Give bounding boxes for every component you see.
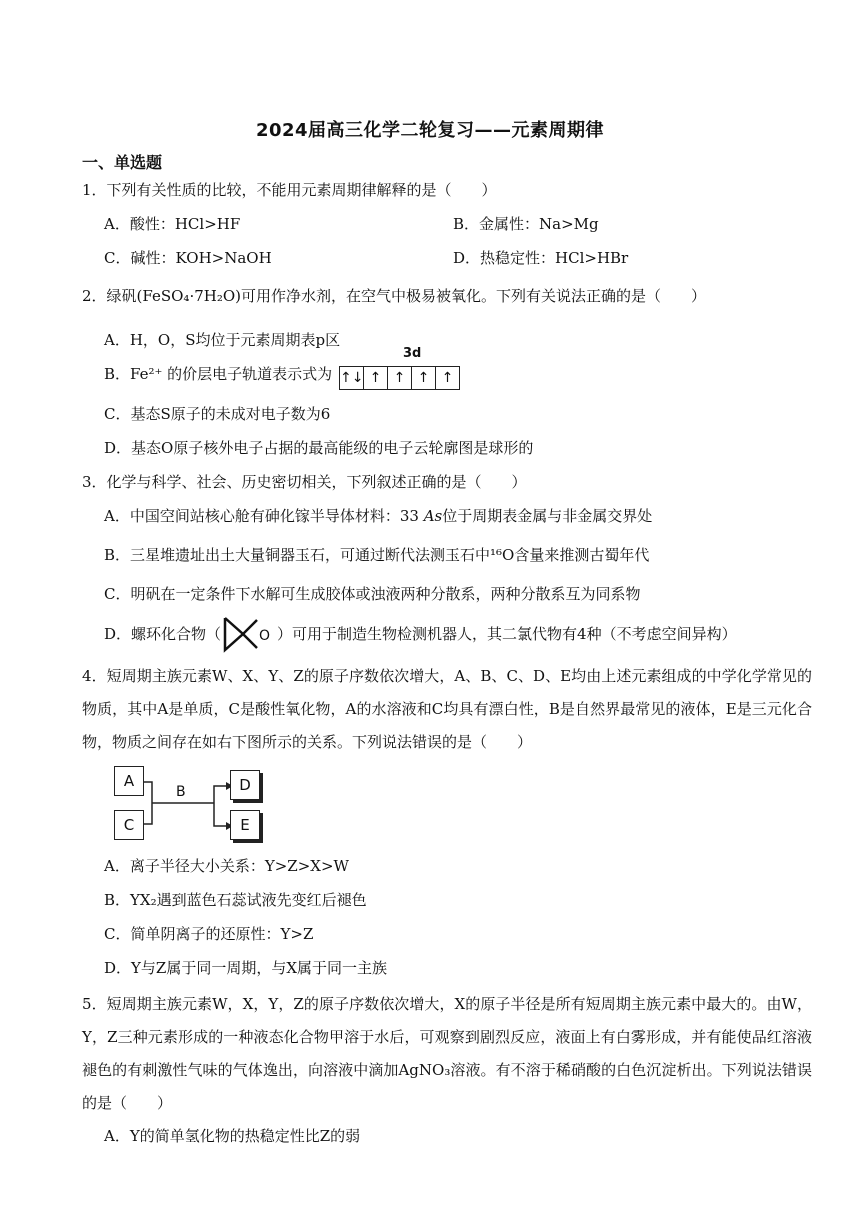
question-4-stem: 4．短周期主族元素W、X、Y、Z的原子序数依次增大，A、B、C、D、E均由上述元素组成的中学化学常见的物质，其中A是单质，C是酸性氧化物，A的水溶液和C均具有漂白性，B是自然界最常见的液体，E是三元化合物，物质之间存在如右下图所示的关系。下列说法错误的是（ ） — [82, 667, 812, 751]
orbital-cell: ↑ — [364, 367, 388, 389]
question-3-option-d — [104, 624, 737, 645]
question-2-stem-post: 可用作净水剂，在空气中极易被氧化。下列有关说法正确的是（ ） — [241, 287, 707, 305]
question-3-option-a-pre: A．中国空间站核心舱有砷化镓半导体材料：33 — [104, 507, 419, 525]
svg-text:O: O — [259, 628, 271, 644]
question-2-stem — [82, 286, 706, 306]
question-1-option-c: C．碱性：KOH>NaOH — [104, 249, 272, 267]
question-2-option-b-text: B．Fe²⁺ 的价层电子轨道表示式为 — [104, 365, 333, 383]
question-4-option-d: D．Y与Z属于同一周期，与X属于同一主族 — [104, 959, 388, 977]
orbital-label: 3d — [402, 346, 422, 361]
reaction-diagram — [112, 764, 272, 844]
question-5-option-a: A．Y的简单氢化物的热稳定性比Z的弱 — [104, 1127, 361, 1145]
question-1-option-a: A．酸性：HCl>HF — [104, 215, 241, 233]
diagram-box-e: E — [230, 810, 260, 840]
orbital-cell: ↑↓ — [340, 367, 364, 389]
orbital-cell: ↑ — [412, 367, 436, 389]
diagram-box-d: D — [230, 770, 260, 800]
orbital-cell: ↑ — [441, 370, 454, 386]
question-2-formula: (FeSO₄·7H₂O) — [136, 287, 242, 305]
question-3-option-c: C．明矾在一定条件下水解可生成胶体或浊液两种分散系，两种分散系互为同系物 — [104, 585, 641, 603]
question-3-option-d-post: ）可用于制造生物检测机器人，其二氯代物有4种（不考虑空间异构） — [277, 625, 737, 643]
question-1-option-b: B．金属性：Na>Mg — [453, 215, 599, 233]
question-1-stem: 1．下列有关性质的比较，不能用元素周期律解释的是（ ） — [82, 181, 497, 199]
question-2-option-d: D．基态O原子核外电子占据的最高能级的电子云轮廓图是球形的 — [104, 439, 534, 457]
question-3-option-a-symbol: As — [423, 507, 443, 525]
orbital-cell: ↑ — [388, 367, 412, 389]
question-3-option-b: B．三星堆遗址出土大量铜器玉石，可通过断代法测玉石中¹⁶O含量来推测古蜀年代 — [104, 546, 650, 564]
question-2-option-a: A．H，O，S均位于元素周期表p区 — [104, 331, 341, 349]
question-3-option-d-pre: D．螺环化合物（ — [104, 625, 222, 643]
page-title: 2024届高三化学二轮复习——元素周期律 — [255, 120, 605, 141]
question-5-stem: 5．短周期主族元素W，X，Y，Z的原子序数依次增大，X的原子半径是所有短周期主族元素中最大的。由W，Y，Z三种元素形成的一种液态化合物甲溶于水后，可观察到剧烈反应，液面上有白雾形成，并有能使品红溶液褪色的有刺激性气味的气体逸出，向溶液中滴加AgNO₃溶液。有不溶于稀硝酸的白色沉淀析出。下列说法错误的是（ ） — [82, 995, 812, 1112]
section-heading: 一、单选题 — [82, 153, 163, 172]
diagram-box-a: A — [114, 766, 144, 796]
question-3-stem: 3．化学与科学、社会、历史密切相关，下列叙述正确的是（ ） — [82, 473, 527, 491]
question-4-option-b: B．YX₂遇到蓝色石蕊试液先变红后褪色 — [104, 891, 367, 909]
question-2-stem-pre: 2．绿矾 — [82, 287, 137, 305]
question-3-option-a-post: 位于周期表金属与非金属交界处 — [442, 507, 653, 525]
question-4-option-a: A．离子半径大小关系：Y>Z>X>W — [104, 857, 349, 875]
question-2-option-c: C．基态S原子的未成对电子数为6 — [104, 405, 331, 423]
spiro-compound-structure — [221, 615, 277, 653]
question-4-option-c: C．简单阴离子的还原性：Y>Z — [104, 925, 314, 943]
orbital-diagram — [339, 346, 460, 390]
question-1-option-d: D．热稳定性：HCl>HBr — [453, 249, 629, 267]
question-2-option-b — [104, 346, 460, 390]
question-3-option-a — [104, 506, 652, 526]
diagram-label-b: B — [176, 784, 186, 800]
diagram-box-c: C — [114, 810, 144, 840]
